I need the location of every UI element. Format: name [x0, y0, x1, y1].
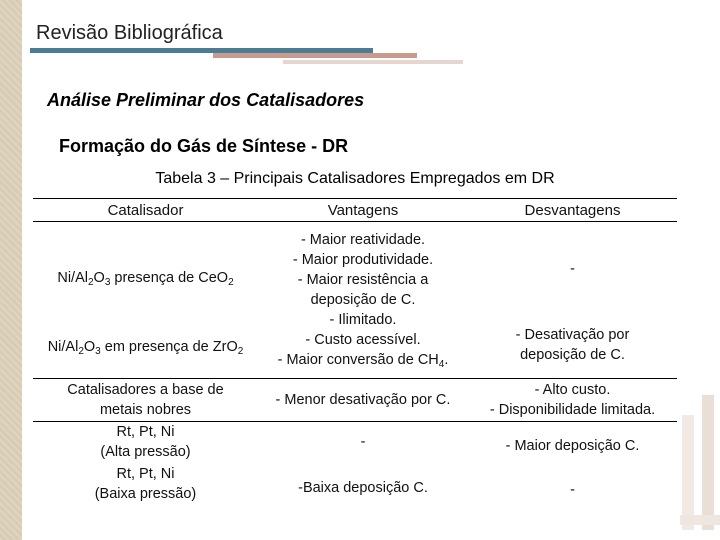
catalyst-text: (Baixa pressão) [94, 486, 197, 502]
catalyst-cell [33, 463, 258, 505]
right-decorative-shapes [680, 0, 720, 540]
advantage-text: - Maior produtividade. [292, 252, 434, 268]
disadvantage-text: - [570, 261, 575, 277]
advantage-text: - [360, 434, 366, 450]
catalyst-text: Catalisadores a base de [67, 381, 224, 398]
header-underline-bar [213, 53, 417, 58]
advantages-cell [258, 378, 468, 421]
header-underline-bar [283, 60, 463, 64]
advantages-cell [258, 421, 468, 463]
catalyst-cell [33, 421, 258, 463]
catalyst-cell [33, 335, 258, 359]
advantage-text: - Maior conversão de $CH_4$. [277, 352, 449, 370]
table-top-rule [33, 198, 677, 199]
catalyst-formula: $Ni/Al_2O_3$ presença de CeO$_2$ [57, 270, 234, 288]
advantage-text: - Maior reatividade. [300, 232, 426, 248]
advantage-text: - Menor desativação por C. [275, 391, 451, 408]
advantage-text: -Baixa deposição C. [298, 480, 428, 496]
advantage-text: deposição de C. [310, 292, 416, 308]
advantage-text: - Custo acessível. [305, 332, 421, 348]
advantage-text: - Maior resistência a [297, 272, 429, 288]
catalyst-formula: $Ni/Al_2O_3$ em presença de ZrO$_2$ [47, 339, 244, 357]
deco-rect [680, 515, 720, 525]
table-caption: Tabela 3 – Principais Catalisadores Empregados em DR [155, 170, 555, 187]
disadvantages-cell [468, 257, 677, 281]
deco-rect [682, 415, 694, 530]
slide-header-title: Revisão Bibliográfica [36, 22, 223, 44]
disadvantage-text: - Disponibilidade limitada. [489, 401, 656, 418]
left-decorative-strip [0, 0, 22, 540]
column-header-desvantagens: Desvantagens [524, 202, 621, 219]
advantages-cell [258, 222, 468, 378]
disadvantages-cell [468, 378, 677, 421]
subsection-heading: Formação do Gás de Síntese - DR [59, 136, 349, 156]
column-header-vantagens: Vantagens [327, 202, 399, 219]
disadvantages-cell [468, 323, 677, 367]
catalyst-cell [33, 378, 258, 421]
deco-rect [702, 395, 714, 530]
disadvantage-text: - Alto custo. [534, 381, 611, 398]
catalyst-text: Rt, Pt, Ni [116, 424, 175, 440]
section-heading: Análise Preliminar dos Catalisadores [47, 90, 365, 110]
disadvantages-cell [468, 425, 677, 467]
column-header-catalisador: Catalisador [107, 202, 184, 219]
advantage-text: - Ilimitado. [329, 312, 397, 328]
disadvantage-text: - Desativação por [515, 327, 630, 343]
advantages-cell [258, 467, 468, 509]
disadvantages-cell [468, 469, 677, 511]
catalyst-text: metais nobres [99, 401, 192, 418]
catalyst-cell [33, 266, 258, 290]
catalyst-text: (Alta pressão) [100, 444, 191, 460]
catalyst-text: Rt, Pt, Ni [116, 466, 175, 482]
disadvantage-text: deposição de C. [520, 347, 625, 363]
disadvantage-text: - Maior deposição C. [505, 438, 640, 454]
disadvantage-text: - [570, 482, 575, 498]
